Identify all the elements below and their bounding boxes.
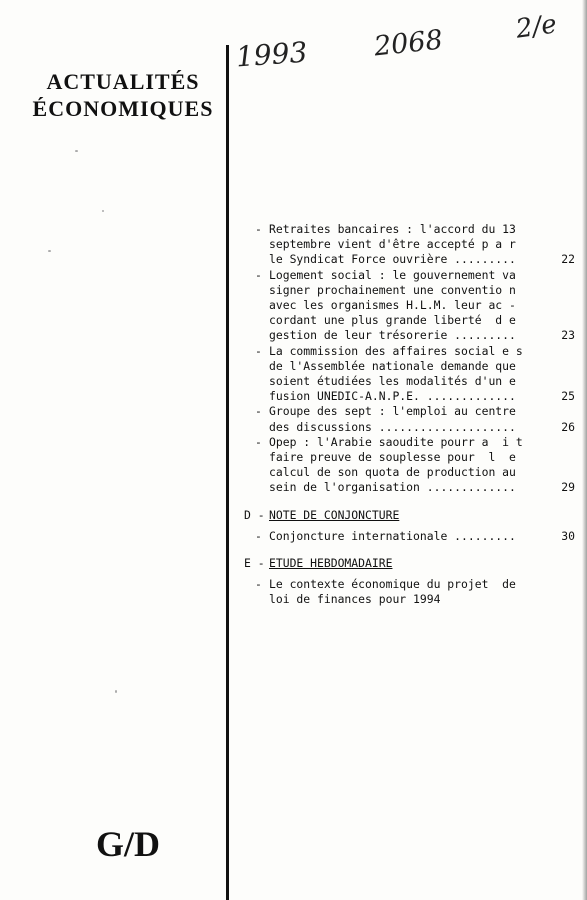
toc-section-letter: D - — [244, 507, 265, 522]
toc-page-number: 25 — [561, 389, 575, 404]
toc-entry-text — [269, 268, 535, 344]
toc-entry-line: fusion UNEDIC-A.N.P.E. ............. — [269, 389, 516, 404]
toc-entry-dash: - — [255, 404, 262, 419]
page-edge-shadow — [582, 0, 587, 900]
toc-entry-line: cordant une plus grande liberté d e — [269, 313, 516, 328]
toc-entry-text — [269, 435, 535, 496]
toc-entry-line: Opep : l'Arabie saoudite pourr a i t — [269, 434, 523, 449]
toc-entry-line: soient étudiées les modalités d'un e — [269, 374, 516, 389]
toc-entry-line: La commission des affaires social e s — [269, 343, 523, 358]
toc-entry-dash: - — [255, 267, 262, 282]
toc-section-title: NOTE DE CONJONCTURE — [269, 507, 400, 522]
toc-entry-text — [269, 577, 535, 607]
toc-page-number: 30 — [561, 528, 575, 543]
toc-entry — [255, 435, 575, 496]
toc-entry-line: faire preuve de souplesse pour l e — [269, 450, 516, 465]
toc-entry-line: signer prochainement une conventio n — [269, 282, 516, 297]
toc-item-list — [255, 222, 575, 496]
scan-speck — [102, 210, 104, 212]
toc-entry-line: de l'Assemblée nationale demande que — [269, 358, 516, 373]
toc-entry-line: Retraites bancaires : l'accord du 13 — [269, 222, 516, 236]
toc-entry-line: Logement social : le gouvernement va — [269, 267, 516, 282]
toc-entry-line: Le contexte économique du projet de — [269, 577, 516, 592]
toc-entry-line: sein de l'organisation ............. — [269, 480, 516, 495]
toc-page-number: 26 — [561, 419, 575, 434]
toc-entry-text — [269, 222, 535, 268]
toc-entry-line: avec les organismes H.L.M. leur ac - — [269, 298, 516, 313]
toc-section-title: ETUDE HEBDOMADAIRE — [269, 556, 393, 571]
toc-entry-text — [269, 344, 535, 405]
masthead-line-1: ACTUALITÉS — [46, 69, 200, 94]
toc-section-heading — [244, 508, 575, 523]
toc-entry — [255, 344, 575, 405]
scan-speck — [75, 150, 78, 152]
toc-entry-line: Conjoncture internationale ......... — [269, 528, 516, 543]
toc-entry-line: gestion de leur trésorerie ......... — [269, 328, 516, 343]
handwritten-year: 1993 — [234, 35, 309, 74]
masthead — [28, 68, 218, 122]
handwritten-number: 2068 — [372, 24, 445, 63]
toc-entry-text — [269, 404, 535, 434]
toc-entry-line: loi de finances pour 1994 — [269, 592, 441, 607]
toc-entry-dash: - — [255, 222, 262, 236]
toc-entry-line: des discussions .................... — [269, 419, 516, 434]
toc-entry-line: le Syndicat Force ouvrière ......... — [269, 252, 516, 267]
toc-page-number: 23 — [561, 328, 575, 343]
gd-logo — [83, 818, 173, 866]
toc-entry — [255, 222, 575, 268]
toc-entry — [255, 268, 575, 344]
toc-entry-line: Groupe des sept : l'emploi au centre — [269, 404, 516, 419]
toc-entry — [255, 529, 575, 544]
table-of-contents — [244, 222, 575, 608]
gd-logo-letters: G/D — [95, 824, 161, 864]
scan-speck — [48, 250, 51, 252]
toc-entry-line: septembre vient d'être accepté p a r — [269, 237, 516, 252]
toc-entry-dash: - — [255, 434, 262, 449]
toc-page-number: 29 — [561, 480, 575, 495]
toc-section-list — [244, 507, 575, 608]
handwritten-mark: 2/e — [514, 9, 559, 45]
toc-entry-dash: - — [255, 528, 262, 543]
toc-page-number: 22 — [561, 252, 575, 267]
toc-section-heading — [244, 556, 575, 571]
toc-entry-line: calcul de son quota de production au — [269, 465, 516, 480]
masthead-line-2: ÉCONOMIQUES — [32, 96, 214, 121]
toc-section-letter: E - — [244, 556, 265, 571]
toc-entry — [255, 404, 575, 434]
toc-entry-dash: - — [255, 577, 262, 592]
scan-speck — [115, 690, 117, 693]
toc-entry-text — [269, 529, 535, 544]
toc-entry-dash: - — [255, 343, 262, 358]
toc-entry — [255, 577, 575, 607]
vertical-rule — [226, 45, 229, 900]
